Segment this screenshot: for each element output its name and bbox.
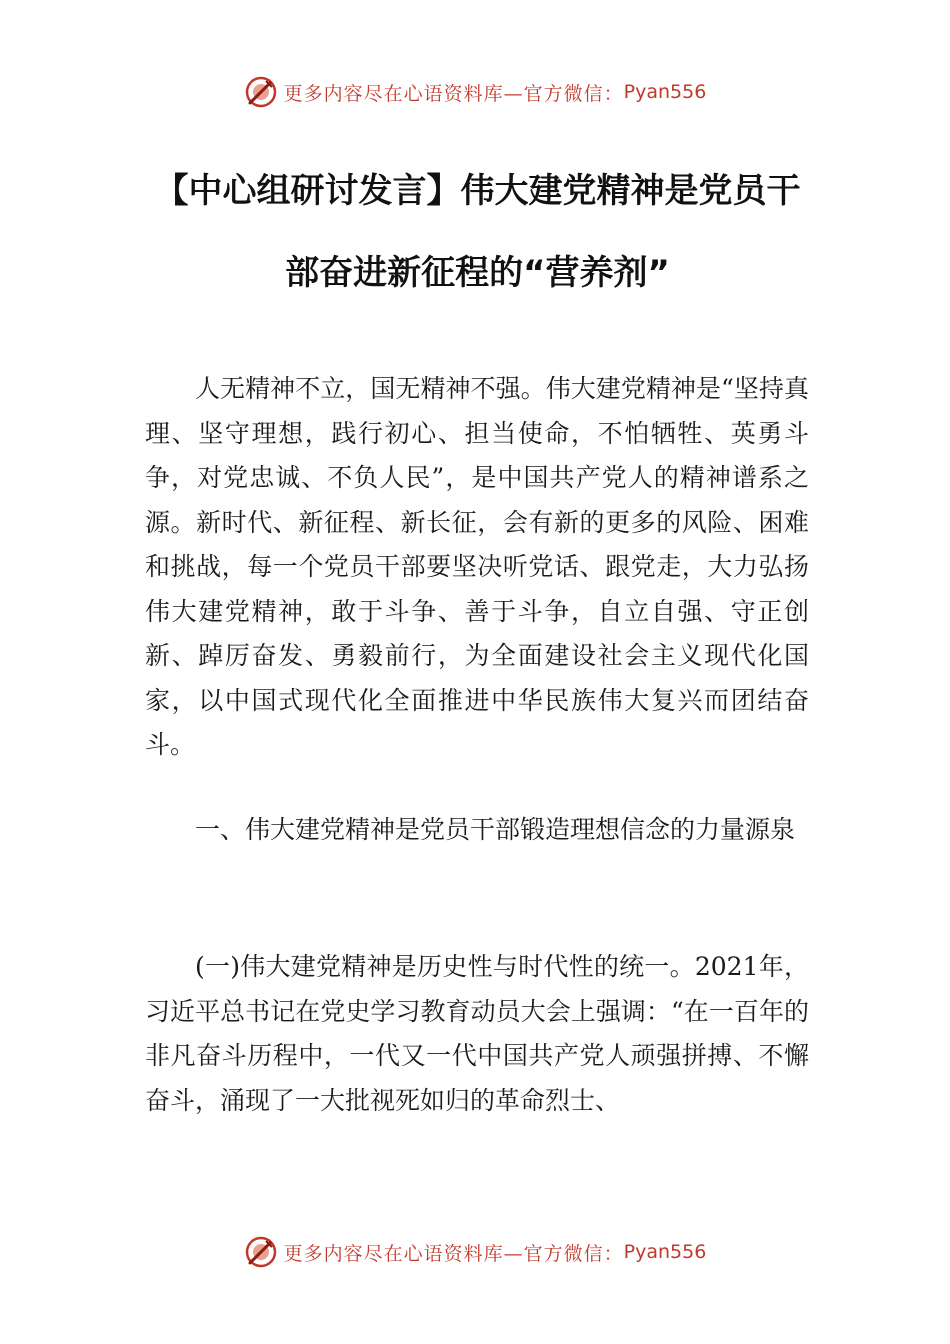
- sun-pen-logo-icon: [244, 1235, 278, 1269]
- document-title: 【中心组研讨发言】伟大建党精神是党员干部奋进新征程的“营养剂”: [154, 171, 801, 293]
- section-heading-1: 一、伟大建党精神是党员干部锻造理想信念的力量源泉: [195, 815, 796, 844]
- header-banner-text: 更多内容尽在心语资料库—官方微信：: [283, 82, 624, 105]
- header-banner: [0, 72, 950, 112]
- sun-pen-logo-icon: [244, 75, 278, 109]
- footer-wechat-id: Pyan556: [623, 1241, 707, 1263]
- footer-banner: [0, 1232, 950, 1272]
- paragraph-subsection-1: (一)伟大建党精神是历史性与时代性的统一。2021年，习近平总书记在党史学习教育动员大会上强调：“在一百年的非凡奋斗历程中，一代又一代中国共产党人顽强拼搏、不懈奋斗，涌现了一大批视死如归的革命烈士、: [145, 952, 809, 1115]
- header-wechat-id: Pyan556: [623, 81, 707, 103]
- paragraph-intro: 人无精神不立，国无精神不强。伟大建党精神是“坚持真理、坚守理想，践行初心、担当使命，不怕牺牲、英勇斗争，对党忠诚、不负人民”，是中国共产党人的精神谱系之源。新时代、新征程、新长征，会有新的更多的风险、困难和挑战，每一个党员干部要坚决听党话、跟党走，大力弘扬伟大建党精神，敢于斗争、善于斗争，自立自强、守正创新、踔厉奋发、勇毅前行，为全面建设社会主义现代化国家，以中国式现代化全面推进中华民族伟大复兴而团结奋斗。: [145, 374, 809, 759]
- footer-banner-text: 更多内容尽在心语资料库—官方微信：: [283, 1242, 624, 1265]
